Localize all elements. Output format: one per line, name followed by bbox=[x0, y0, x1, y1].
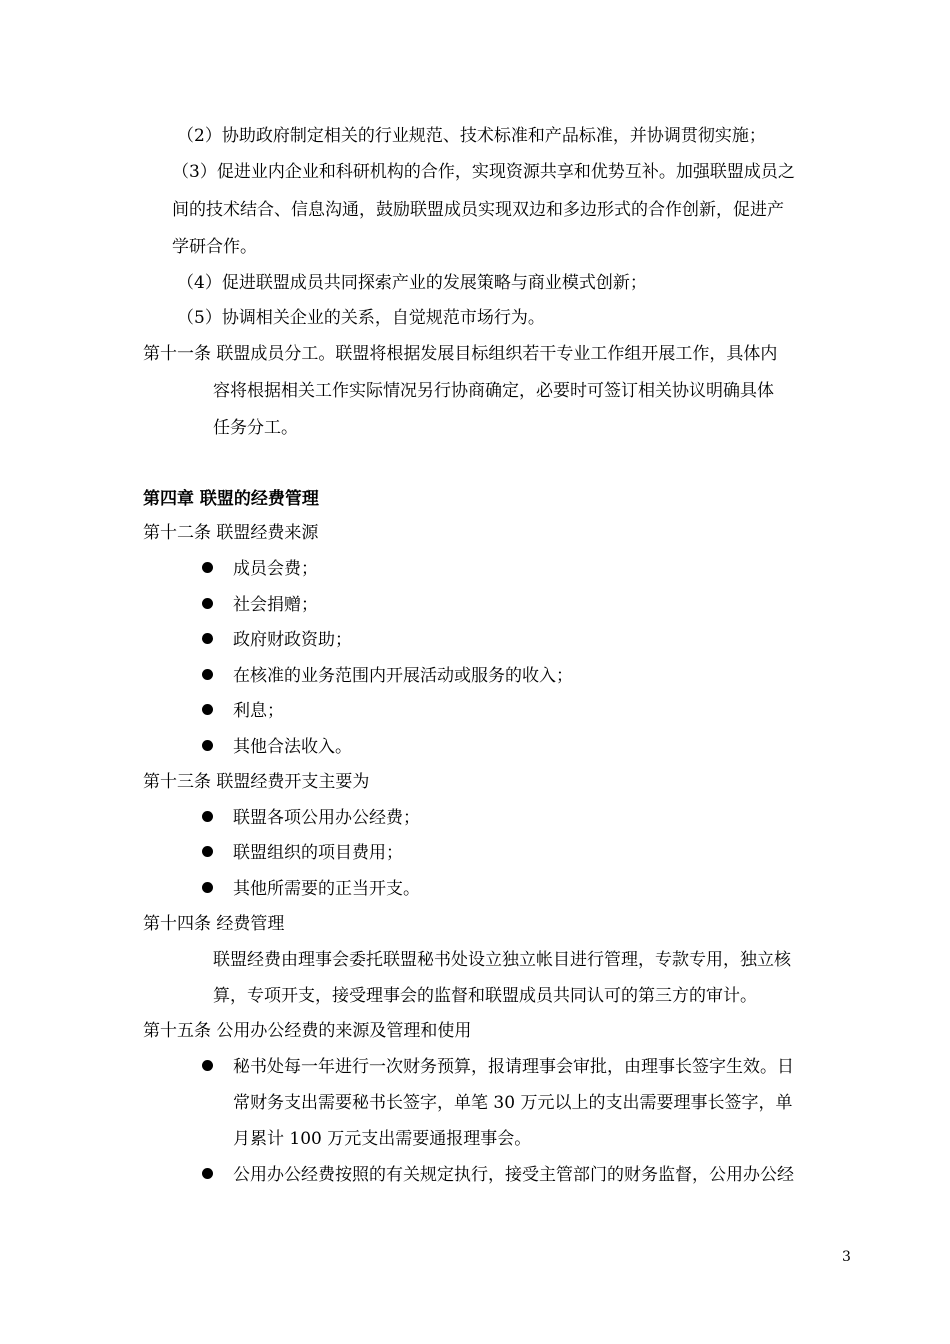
article-11-line-3: 任务分工。 bbox=[213, 418, 298, 438]
article-15-heading: 第十五条 公用办公经费的来源及管理和使用 bbox=[143, 1021, 472, 1041]
list-item-3-line-1: （3）促进业内企业和科研机构的合作，实现资源共享和优势互补。加强联盟成员之 bbox=[172, 162, 795, 182]
bullet-dot-icon bbox=[202, 811, 213, 822]
bullet-dot-icon bbox=[202, 740, 213, 751]
article-14-heading: 第十四条 经费管理 bbox=[143, 914, 285, 934]
page-number: 3 bbox=[842, 1249, 851, 1265]
bullet-dot-icon bbox=[202, 882, 213, 893]
list-item-3-line-3: 学研合作。 bbox=[172, 237, 257, 257]
article-11-line-1: 第十一条 联盟成员分工。联盟将根据发展目标组织若干专业工作组开展工作，具体内 bbox=[143, 344, 778, 364]
bullet-dot-icon bbox=[202, 562, 213, 573]
list-item: 利息； bbox=[233, 701, 284, 721]
list-item-4: （4）促进联盟成员共同探索产业的发展策略与商业模式创新； bbox=[177, 273, 647, 293]
article-14-body-line-2: 算，专项开支，接受理事会的监督和联盟成员共同认可的第三方的审计。 bbox=[213, 986, 757, 1006]
bullet-dot-icon bbox=[202, 633, 213, 644]
article-12-heading: 第十二条 联盟经费来源 bbox=[143, 523, 319, 543]
list-item-5: （5）协调相关企业的关系，自觉规范市场行为。 bbox=[177, 308, 545, 328]
bullet-dot-icon bbox=[202, 1168, 213, 1179]
bullet-dot-icon bbox=[202, 846, 213, 857]
list-item: 社会捐赠； bbox=[233, 595, 318, 615]
article-15-bullet-1-line-1: 秘书处每一年进行一次财务预算，报请理事会审批，由理事长签字生效。日 bbox=[233, 1057, 794, 1077]
list-item: 政府财政资助； bbox=[233, 630, 352, 650]
bullet-dot-icon bbox=[202, 669, 213, 680]
list-item-2: （2）协助政府制定相关的行业规范、技术标准和产品标准，并协调贯彻实施； bbox=[177, 126, 766, 146]
article-15-bullet-1-line-3: 月累计 100 万元支出需要通报理事会。 bbox=[233, 1129, 532, 1149]
list-item: 联盟组织的项目费用； bbox=[233, 843, 403, 863]
article-15-bullet-1-line-2: 常财务支出需要秘书长签字，单笔 30 万元以上的支出需要理事长签字，单 bbox=[233, 1093, 793, 1113]
list-item: 在核准的业务范围内开展活动或服务的收入； bbox=[233, 666, 573, 686]
article-15-bullet-2-line-1: 公用办公经费按照的有关规定执行，接受主管部门的财务监督，公用办公经 bbox=[233, 1165, 794, 1185]
list-item-3-line-2: 间的技术结合、信息沟通，鼓励联盟成员实现双边和多边形式的合作创新，促进产 bbox=[172, 200, 784, 220]
list-item: 其他所需要的正当开支。 bbox=[233, 879, 420, 899]
list-item: 成员会费； bbox=[233, 559, 318, 579]
chapter-4-title: 第四章 联盟的经费管理 bbox=[143, 489, 319, 509]
bullet-dot-icon bbox=[202, 598, 213, 609]
list-item: 联盟各项公用办公经费； bbox=[233, 808, 420, 828]
article-11-line-2: 容将根据相关工作实际情况另行协商确定，必要时可签订相关协议明确具体 bbox=[213, 381, 774, 401]
bullet-dot-icon bbox=[202, 704, 213, 715]
list-item: 其他合法收入。 bbox=[233, 737, 352, 757]
article-13-heading: 第十三条 联盟经费开支主要为 bbox=[143, 772, 370, 792]
bullet-dot-icon bbox=[202, 1060, 213, 1071]
article-14-body-line-1: 联盟经费由理事会委托联盟秘书处设立独立帐目进行管理，专款专用，独立核 bbox=[213, 950, 791, 970]
